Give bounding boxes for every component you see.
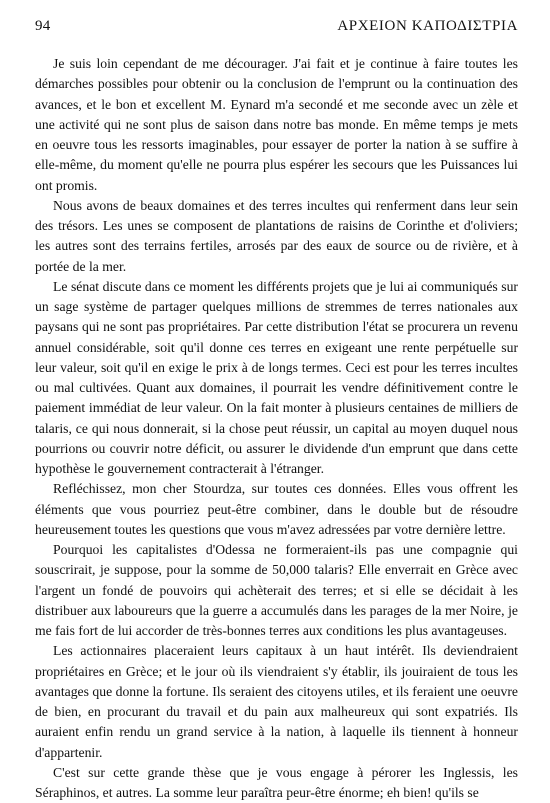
paragraph: Refléchissez, mon cher Stourdza, sur toutes ces données. Elles vous offrent les éléments que vous pourriez peut-être combiner, dans le double but de résoudre heureusement toutes les questions que vous m'avez adressées par votre dernière lettre. (35, 481, 518, 537)
paragraph: C'est sur cette grande thèse que je vous engage à pérorer les Inglessis, les Séraphinos, et autres. La somme leur paraîtra peur-être énorme; eh bien! qu'ils se (35, 764, 518, 800)
paragraph: Pourquoi les capitalistes d'Odessa ne formeraient-ils pas une compagnie qui souscrirait, je suppose, pour la somme de 50,000 talaris? Elle enverrait en Grèce avec l'argent un fondé de pouvoirs qui achèterait des terres; et si elle se décidait à les distribuer aux laboureurs que la guerre a accumulés dans les parages de la mer Noire, je me fais fort de lui accorder de très-bonnes terres aux conditions les plus avantageuses. (35, 542, 518, 638)
letter-body (35, 54, 518, 803)
paragraph: Le sénat discute dans ce moment les différents projets que je lui ai communiqués sur un sage système de partager quelques millions de stremmes de terres nationales aux paysans qui ne sont pas propriétaires. Par cette distribution l'état se procurera un revenu annuel considérable, soit qu'il donne ces terres en exigeant une rente perpétuelle sur leur valeur, soit qu'il en exige le prix à de longs termes. Ceci est pour les terres incultes ou mal cultivées. Quant aux domaines, il pourrait les vendre définitivement contre le paiement immédiat de leur valeur. On la fait monter à plusieurs centaines de milliers de talaris, ce qui nous donnerait, si la chose peut réussir, un capital au moyen duquel nous pourrions ou couvrir notre déficit, ou assurer le dividende d'un emprunt que dans cette hypothèse le gouvernement contracterait à l'étranger. (35, 278, 518, 476)
paragraph: Les actionnaires placeraient leurs capitaux à un haut intérêt. Ils deviendraient propriétaires en Grèce; et le jour où ils viendraient s'y établir, ils jouiraient de tous les avantages que donne la fortune. Ils seraient des citoyens utiles, et ils feraient une oeuvre de bien, en procurant du travail et du pain aux malheureux qui sont expatriés. Ils auraient enfin rendu un grand service à la nation, à laquelle ils tiennent à honneur d'appartenir. (35, 643, 518, 760)
paragraph: Nous avons de beaux domaines et des terres incultes qui renferment dans leur sein des trésors. Les unes se composent de plantations de raisins de Corinthe et d'oliviers; les autres sont des terrains fertiles, arrosés par des eaux de source ou de rivière, et à portée de la mer. (35, 197, 518, 274)
running-title: ΑΡΧΕΙΟΝ ΚΑΠΟΔΙΣΤΡΙΑ (337, 18, 518, 34)
page-header (35, 18, 518, 40)
document-page (35, 18, 518, 803)
page-number: 94 (35, 18, 51, 34)
paragraph: Je suis loin cependant de me décourager. J'ai fait et je continue à faire toutes les démarches possibles pour obtenir ou la conclusion de l'emprunt ou la continuation des avances, et le bon et excellent M. Eynard m'a secondé et me seconde avec un zèle et une activité qui ne sont plus de saison dans notre bas monde. En même temps je mets en oeuvre tous les ressorts imaginables, pour essayer de porter la nation à se suffire à elle-même, du moment qu'elle ne pourra plus espérer les secours que les Puissances lui ont promis. (35, 56, 518, 193)
